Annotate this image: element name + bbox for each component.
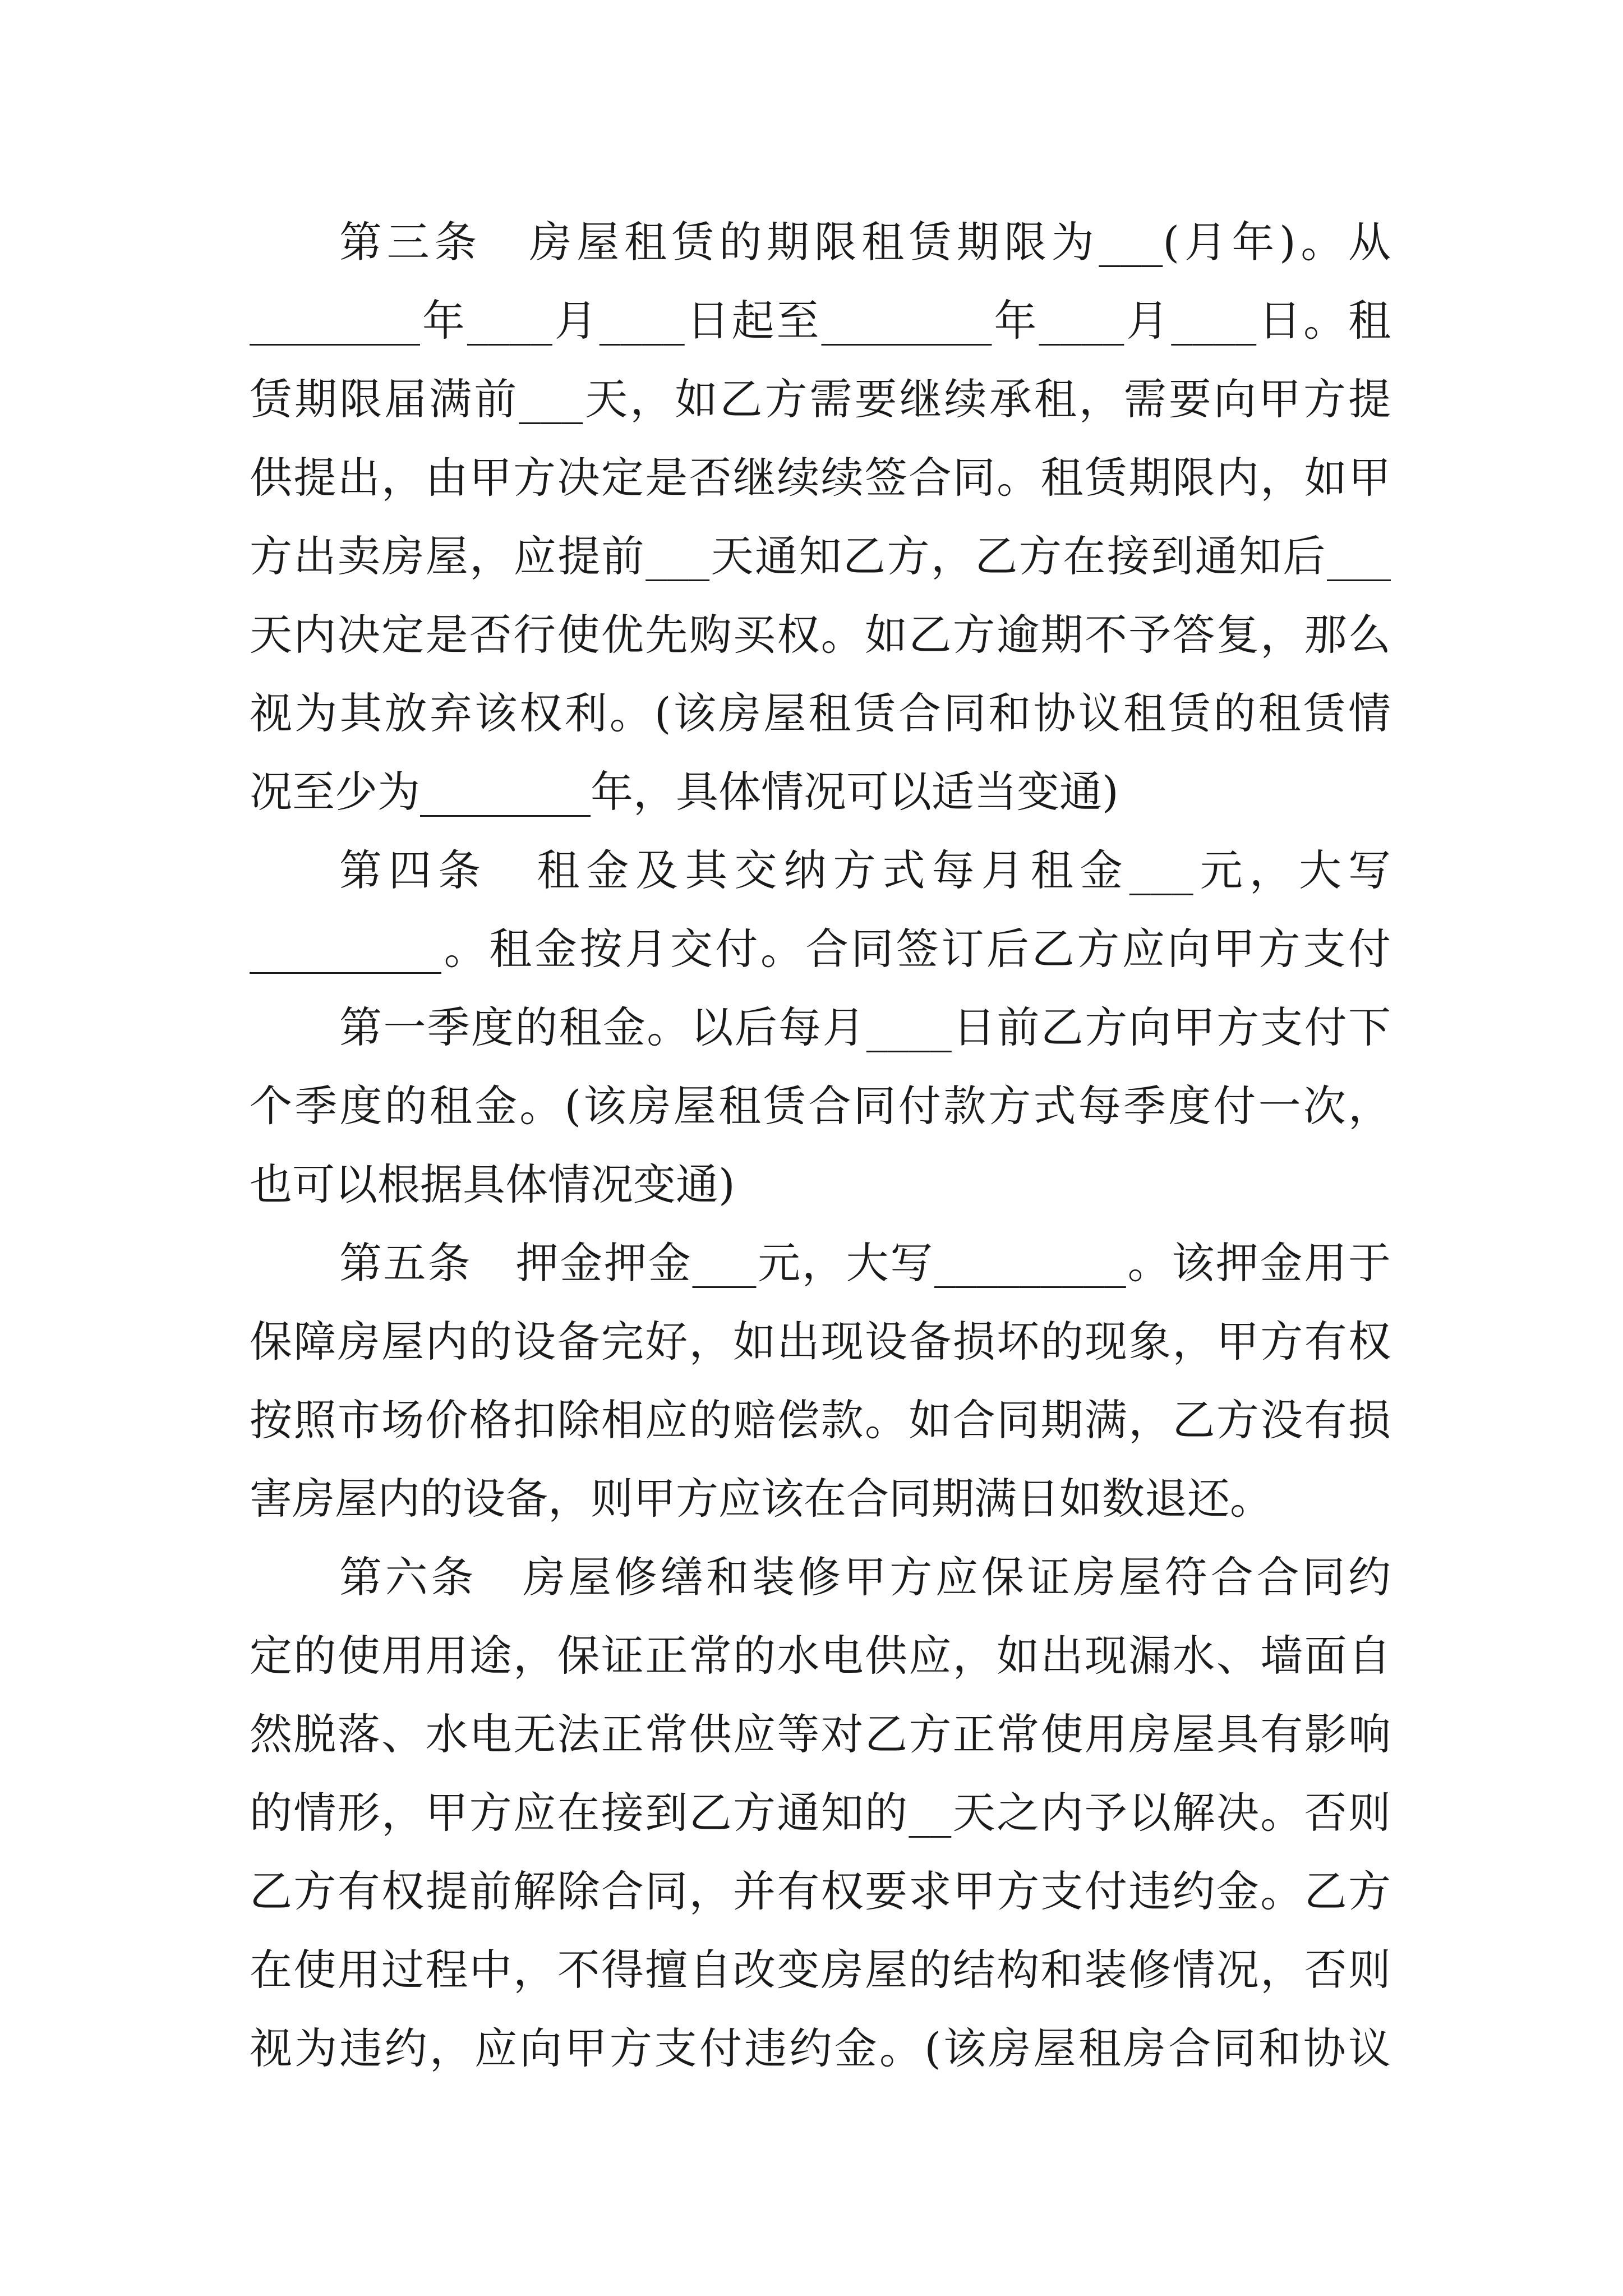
text-line: 个季度的租金。(该房屋租赁合同付款方式每季度付一次， bbox=[250, 1081, 1391, 1131]
text-line: 也可以根据具体情况变通) bbox=[250, 1159, 735, 1209]
text-line: 害房屋内的设备，则甲方应该在合同期满日如数退还。 bbox=[250, 1474, 1272, 1524]
text-line: 的情形，甲方应在接到乙方通知的__天之内予以解决。否则 bbox=[250, 1788, 1391, 1838]
text-line: 保障房屋内的设备完好，如出现设备损坏的现象，甲方有权 bbox=[250, 1317, 1391, 1366]
text-line: 视为违约，应向甲方支付违约金。(该房屋租房合同和协议 bbox=[250, 2023, 1391, 2073]
text-line: 供提出，由甲方决定是否继续续签合同。租赁期限内，如甲 bbox=[250, 453, 1391, 503]
text-line: 定的使用用途，保证正常的水电供应，如出现漏水、墙面自 bbox=[250, 1631, 1391, 1681]
text-line: 按照市场价格扣除相应的赔偿款。如合同期满，乙方没有损 bbox=[250, 1395, 1391, 1445]
text-line: 方出卖房屋，应提前___天通知乙方，乙方在接到通知后___ bbox=[250, 531, 1391, 581]
text-line: 乙方有权提前解除合同，并有权要求甲方支付违约金。乙方 bbox=[250, 1866, 1391, 1916]
text-line: 第一季度的租金。以后每月____日前乙方向甲方支付下 bbox=[339, 1002, 1391, 1052]
text-line: ________年____月____日起至________年____月____日。租 bbox=[250, 296, 1391, 346]
text-line: 视为其放弃该权利。(该房屋租赁合同和协议租赁的租赁情 bbox=[250, 688, 1391, 738]
text-line: 第四条 租金及其交纳方式每月租金___元，大写 bbox=[339, 845, 1391, 895]
text-line: 第六条 房屋修缮和装修甲方应保证房屋符合合同约 bbox=[339, 1552, 1391, 1602]
text-line: 况至少为________年，具体情况可以适当变通) bbox=[250, 767, 1119, 817]
text-line: 第三条 房屋租赁的期限租赁期限为___(月年)。从 bbox=[339, 217, 1391, 267]
text-line: 赁期限届满前___天，如乙方需要继续承租，需要向甲方提 bbox=[250, 374, 1391, 424]
text-line: 第五条 押金押金___元，大写_________。该押金用于 bbox=[339, 1238, 1391, 1288]
text-line: 然脱落、水电无法正常供应等对乙方正常使用房屋具有影响 bbox=[250, 1709, 1391, 1759]
text-line: 天内决定是否行使优先购买权。如乙方逾期不予答复，那么 bbox=[250, 610, 1391, 660]
text-line: 在使用过程中，不得擅自改变房屋的结构和装修情况，否则 bbox=[250, 1945, 1391, 1995]
text-line: _________。租金按月交付。合同签订后乙方应向甲方支付 bbox=[250, 924, 1391, 974]
